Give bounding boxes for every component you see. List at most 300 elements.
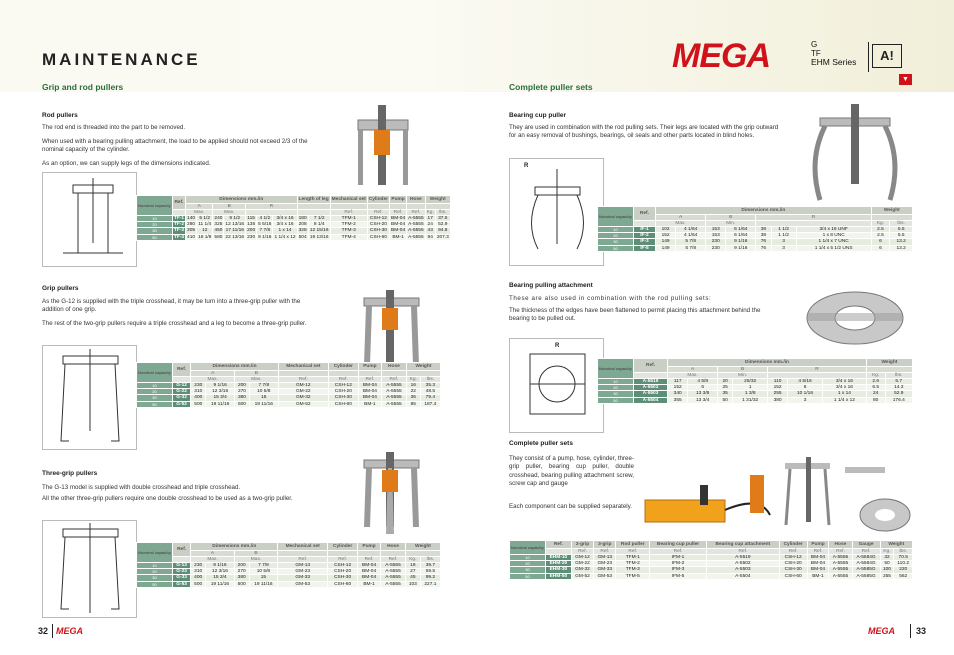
table-cell: A-5555 [381,563,406,569]
three-grip-photo [356,452,426,540]
grip-puller-diagram [42,345,137,450]
table-cell: 30 [137,228,173,234]
table-cell: 35.3 [420,383,440,389]
table-cell: 328 [298,228,307,234]
table-cell: 230 [706,239,726,245]
footer-logo-right: MEGA [868,626,895,636]
table-cell: 200 [234,563,249,569]
table-cell: 200 [247,228,256,234]
table-cell: GM-53 [278,581,328,587]
table-cell: 153 [706,233,726,239]
three-grip-diagram [42,520,137,618]
page-title: MAINTENANCE [42,50,201,69]
table-cell: CSH-60 [779,573,807,579]
table-cell: GM-12 [571,555,593,561]
table-cell: 6 [871,245,890,251]
table-cell: 117 [668,379,688,385]
table-cell: 79.4 [420,395,440,401]
table-cell: 30 [137,575,173,581]
table-cell: A-5555 [381,569,406,575]
table-cell: A-5502 [707,561,780,567]
table-cell: 52.9 [885,391,913,397]
table-cell: IF-2 [633,233,655,239]
three-grip-table: Nominal capacity Ref. Dimensions mm./in Mechanical set Cylinder Pump Hose Weight A B Max. Max. Ref. Ref. Ref. Ref. Kg. lbs. 10 G-13 230 9 1/16 200 7 7/8 GM-13 CSH-12 BM-04 A-5555 18 39.7 20 G-23 310 12 3/16 270 10 5/8 GM-23 CSH-20 BM-04 A-5555 27 59.5 30 G-33 400 15 3/4 380 15 GM-33 CSH-30 BM-04 A-5555 45 99.2 50 G-53 500 19 11/16 500 19 11/16 GM-53 CSH-60 BM-1 A-5555 103 227.1 [136,542,441,588]
table-cell: 110.2 [894,561,913,567]
table-cell: A-5555 [381,401,406,407]
table-cell: BM-04 [807,561,829,567]
table-cell: 280 [187,222,196,228]
table-cell: BM-04 [358,563,381,569]
table-cell: GM-13 [594,555,616,561]
section-grip-rod-pullers: Grip and rod pullers [42,82,124,92]
table-cell: 270 [235,389,250,395]
table-cell: 38 [756,227,771,233]
divider [868,42,869,72]
table-cell: A-5585G [852,567,880,573]
table-cell: 24 [866,391,885,397]
table-cell: 50 [880,561,894,567]
table-cell: 19 11/16 [206,581,235,587]
table-cell: 500 [191,401,206,407]
table-row [137,222,451,228]
table-cell: 70.5 [894,555,913,561]
table-cell: 7 7/8 [249,383,278,389]
table-cell: BM-04 [391,228,406,234]
table-cell: BM-04 [358,395,381,401]
svg-text:R: R [555,343,560,349]
table-cell: GM-22 [278,389,328,395]
bearing-cup-heading: Bearing cup puller [509,112,567,119]
footer-logo-left: MEGA [56,626,83,636]
table-cell: CSH-12 [328,563,358,569]
table-cell: A-5555 [829,555,852,561]
table-cell: TFM-2 [330,222,367,228]
bearing-attachment-photo [800,278,910,348]
table-cell: 94 [425,234,435,240]
table-cell: 500 [191,581,206,587]
table-cell: 19 11/16 [249,581,278,587]
table-cell: GM-53 [594,573,616,579]
table-cell: 85 [406,401,420,407]
table-cell: 135 [247,222,256,228]
attach-p1: These are also used in combination with the rod pulling sets: [509,295,712,302]
table-cell: 22 13/16 [225,234,245,240]
table-cell: A-5555 [829,573,852,579]
footer-divider [52,624,53,638]
table-cell: 227.1 [420,581,440,587]
table-cell: 13 3/4 [688,397,718,403]
table-cell: BM-04 [358,575,381,581]
table-cell: 25/32 [733,379,768,385]
table-cell: A-5504 [707,573,780,579]
table-cell: G-32 [172,395,190,401]
table-cell: 7 7/8 [249,563,278,569]
table-cell: 1 1/4 x 5 1/2 UNS [796,245,871,251]
table-row [598,245,913,251]
table-cell: 9 1/16 [206,563,235,569]
table-cell: 9 1/16 [258,234,272,240]
table-cell: GM-33 [278,575,328,581]
table-cell: 76 [756,239,771,245]
table-row [137,581,441,587]
rod-p3: As an option, we can supply legs of the dimensions indicated. [42,160,211,167]
table-cell: TFM-1 [616,555,650,561]
table-cell: 4 5/16 [788,379,823,385]
table-cell: 340 [668,391,688,397]
table-cell: 30 [510,567,546,573]
table-cell: 12 [197,228,213,234]
table-cell: IFM-1 [650,555,707,561]
capacity-header: Nominal capacity [137,196,173,216]
table-cell: 4 5/8 [688,379,718,385]
table-cell: TF-1 [173,216,185,222]
table-cell: 20 [137,569,173,575]
table-cell: 1 1/2 [771,233,796,239]
table-cell: 180 [298,216,307,222]
table-cell: 5 7/8 [676,239,706,245]
table-cell: IFM-2 [650,561,707,567]
cup-p1: They are used in combination with the rod pulling sets. Their legs are located with the grip outward for an easy removal of bushings, bearings, oil seals and other parts located in blind holes. [509,124,779,140]
table-cell: 13.2 [890,245,913,251]
table-cell: 15 [249,395,278,401]
table-cell: TFM-1 [330,216,367,222]
table-cell: 580 [214,234,223,240]
table-cell: 8 1/4 [308,222,330,228]
table-cell: 1 1/2 [771,227,796,233]
table-cell: 4 1/64 [676,227,706,233]
table-cell: 450 [214,228,223,234]
table-cell: GM-52 [278,401,328,407]
table-cell: 20 [137,389,173,395]
table-row [137,401,441,407]
table-cell: 6 [788,385,823,391]
table-cell: 9 1/16 [726,245,756,251]
table-cell: 16 [406,383,420,389]
table-cell: GM-52 [571,573,593,579]
table-cell: 10 [598,379,634,385]
table-cell: TFM-3 [616,567,650,573]
rod-p1: The rod end is threaded into the part to be removed. [42,124,186,131]
table-cell: 500 [234,581,249,587]
complete-sets-heading: Complete puller sets [509,440,573,447]
table-cell: A-5555 [381,581,406,587]
bearing-attachment-table: Nominal capacity Ref. Dimensions mm./in Weight A B R Max. Min. Kg. lbs. 10 A-5519 117 4 5/8 20 25/32 110 4 5/16 3/4 x 16 2.6 5.7 20 A-5502 152 6 25 1 152 6 3/4 x 16 6.5 14.3 30 A-5503 340 13 3/8 35 1 3/8 255 10 1/16 1 x 14 24 52.9 50 A-5504 355 13 3/4 50 1 31/32 380 3 1 1/4 x 12 80 176.4 [597,358,913,404]
table-cell: EHM-10 [545,555,571,561]
table-cell: 2.6 [866,379,885,385]
table-cell: A-5555 [381,575,406,581]
table-cell: 14.3 [885,385,913,391]
table-cell: 24 [425,222,435,228]
three-grip-heading: Three-grip pullers [42,470,98,477]
table-cell: CSH-20 [328,569,358,575]
table-cell: 1 [733,385,768,391]
table-cell: GM-23 [278,569,328,575]
table-cell: 380 [768,397,788,403]
ai-icon: A! [872,44,902,68]
table-cell: 103 [405,581,420,587]
table-cell: G-33 [172,575,190,581]
table-cell: 4 1/2 [257,216,273,222]
table-cell: 52.9 [435,222,450,228]
table-cell: TF-4 [173,234,185,240]
table-cell: CSH-20 [779,561,807,567]
table-cell: 149 [656,245,676,251]
table-cell: IF-1 [633,227,655,233]
table-cell: 208 [298,222,307,228]
table-cell: 153 [706,227,726,233]
table-cell: 12 13/16 [225,222,245,228]
table-cell: A-5519 [633,379,667,385]
table-cell: 152 [768,385,788,391]
table-cell: 3/4 x 16 [273,216,297,222]
table-cell: G-23 [172,569,190,575]
table-cell: 12 3/16 [206,389,235,395]
table-cell: 17 11/16 [225,228,244,234]
table-cell: 20 [510,561,546,567]
table-cell: 400 [191,575,206,581]
table-cell: GM-22 [571,561,593,567]
grip-p2: The rest of the two-grip pullers require a triple crosshead and a leg to become a three-grip puller. [42,320,307,327]
grip-pullers-table: Nominal capacity Ref. Dimensions mm./in Mechanical set Cylinder Pump Hose Weight A B Max. Max. Ref. Ref. Ref. Ref. Kg. lbs. 10 G-12 230 9 1/16 200 7 7/8 GM-12 CSH-12 BM-04 A-5555 16 35.3 20 G-22 310 12 3/16 270 10 5/8 GM-22 CSH-20 BM-04 A-5555 22 48.5 30 G-32 400 15 3/4 380 15 GM-32 CSH-30 BM-04 A-5555 36 79.4 50 G-52 500 19 11/16 500 19 11/16 GM-52 CSH-60 BM-1 A-5555 85 187.4 [136,362,441,408]
table-cell: 5.5 [890,233,913,239]
table-cell: BM-04 [391,216,406,222]
table-cell: 2.5 [871,227,890,233]
table-cell: 207.3 [436,234,449,240]
table-cell: GM-33 [594,567,616,573]
table-cell: 11 1/4 [198,222,212,228]
table-cell: 230 [247,234,256,240]
table-cell: 12 3/16 [206,569,235,575]
table-cell: 10 5/8 [249,389,278,395]
table-cell: 1 x 14 [273,228,297,234]
table-cell: A-5555 [408,222,424,228]
table-cell: 16 1/8 [198,234,212,240]
table-cell: 10 1/16 [788,391,823,397]
complete-set-photo [640,455,915,537]
rod-pullers-heading: Rod pullers [42,112,78,119]
table-cell: 50 [718,397,733,403]
table-cell: A-5555 [408,228,424,234]
table-cell: IF-3 [633,239,655,245]
table-cell: 152 [656,233,676,239]
table-cell: 410 [187,234,196,240]
table-cell: 20 [718,379,733,385]
table-cell: 9 1/16 [206,383,235,389]
table-cell: 115 [247,216,255,222]
table-cell: 10 [137,216,173,222]
table-cell: 1 1/4 x 12 [822,397,866,403]
table-cell: G-52 [172,401,190,407]
table-cell: GM-23 [594,561,616,567]
table-cell: 500 [235,401,250,407]
table-cell: 2.5 [871,233,890,239]
table-cell: 59.5 [420,569,440,575]
table-cell: 1 x 14 [822,391,866,397]
table-cell: 187.4 [420,401,440,407]
table-cell: 22 [406,389,420,395]
table-cell: BM-04 [358,389,381,395]
table-cell: 20 [598,385,634,391]
svg-text:R: R [524,163,529,169]
table-cell: 5.5 [890,227,913,233]
table-cell: A-5555 [381,389,406,395]
table-cell: 13 3/8 [688,391,718,397]
table-cell: 255 [880,573,894,579]
table-cell: 38 [756,233,771,239]
table-cell: 20 [137,222,173,228]
table-cell: CSH-12 [328,383,358,389]
table-cell: IFM-3 [650,567,707,573]
table-cell: 325 [214,222,223,228]
table-cell: 15 3/4 [206,575,235,581]
table-cell: TF-3 [173,228,185,234]
table-cell: 10 [137,383,173,389]
table-cell: 3/4 x 16 [822,379,866,385]
table-cell: EHM-30 [545,567,571,573]
table-cell: TFM-5 [616,573,650,579]
rod-pullers-table: Nominal capacity Ref. Dimensions mm./in Length of leg Mechanical set Cylinder Pump Hose Weight A B R Max. Max. Ref. Ref. Ref. Ref. Kg. lbs. 10 TF-1 140 5 1/2 240 9 1/2 115 4 1/2 3/4 x 16 180 7 1/2 TFM-1 CSH-12 BM-04 A-5555 17 37.5 20 TF-2 280 11 1/4 325 12 13/16 135 5 5/16 3/4 x 16 208 8 1/4 TFM-2 CSH-20 BM-04 A-5555 24 52.9 30 TF-3 305 12 450 17 11/16 200 7 7/8 1 x 14 328 12 15/16 TFM-3 CSH-30 BM-04 A-5555 43 94.8 50 TF-4 410 16 1/8 580 22 13/16 230 9 1/16 1 1/4 x 12 504 19 13/16 TFM-4 CSH-60 BM-1 A-5555 94 207.3 [138,197,449,240]
bearing-attachment-diagram [509,338,604,433]
table-cell: CSH-30 [328,395,358,401]
table-cell: BM-04 [807,555,829,561]
table-cell: A-5555 [408,216,424,222]
three-p2: All the other three-grip pullers require one double crosshead to be used as a two-grip puller. [42,495,293,502]
table-cell: 1 x 8 UNC [796,233,871,239]
table-cell: 10 [598,227,634,233]
table-cell: 94.8 [435,228,450,234]
table-cell: 152 [668,385,688,391]
table-cell: 80 [866,397,885,403]
table-cell: BM-1 [390,234,407,240]
table-cell: 30 [598,239,634,245]
table-cell: 6 1/64 [726,233,756,239]
table-cell: 7 7/8 [257,228,273,234]
table-cell: 50 [137,234,173,240]
table-cell: 220 [894,567,913,573]
table-cell: 200 [235,383,250,389]
table-cell: GM-13 [278,563,328,569]
table-cell: BM-1 [807,573,829,579]
table-cell: 19 13/16 [309,234,329,240]
table-cell: 504 [298,234,307,240]
table-cell: 255 [768,391,788,397]
table-cell: 4 1/64 [676,233,706,239]
table-cell: 32 [880,555,894,561]
table-cell: A-5584G [852,555,880,561]
table-cell: 15 3/4 [206,395,235,401]
table-cell: 9 1/16 [726,239,756,245]
table-cell: 35 [718,391,733,397]
mega-logo: MEGA [672,37,770,75]
table-cell: 176.4 [885,397,913,403]
table-cell: GM-32 [278,395,328,401]
table-row [510,573,913,579]
table-cell: CSH-60 [328,401,358,407]
table-cell: 1 31/32 [733,397,768,403]
table-cell: 3/4 x 16 [273,222,297,228]
table-cell: BM-1 [358,581,381,587]
table-cell: G-22 [172,389,190,395]
table-cell: 13.2 [890,239,913,245]
table-cell: 310 [191,389,206,395]
table-cell: GM-32 [571,567,593,573]
table-cell: 18 [405,563,420,569]
table-cell: BM-04 [391,222,406,228]
table-cell: 76 [756,245,771,251]
sets-p2: Each component can be supplied separately. [509,503,633,510]
table-cell: 3 [771,239,796,245]
table-cell: A-5584G [852,561,880,567]
table-cell: 19 11/16 [249,401,278,407]
table-cell: 3/4 x 16 [822,385,866,391]
complete-sets-table: Nominal capacity Ref. 2-grip 3-grip Rod puller Bearing cup puller Bearing cup attachment Cylinder Pump Hose Gauge Weight Ref. Ref. Ref. Ref. Ref. Ref. Ref. Ref. Ref. Kg. lbs. 10 EHM-10 GM-12 GM-13 TFM-1 IFM-1 A-5519 CSH-12 BM-04 A-5555 A-5584G 32 70.5 20 EHM-20 GM-22 GM-23 TFM-2 IFM-2 A-5502 CSH-20 BM-04 A-5555 A-5584G 50 110.2 30 EHM-30 GM-32 GM-33 TFM-3 IFM-3 A-5503 CSH-30 BM-04 A-5555 A-5585G 100 220 50 EHM-50 GM-52 GM-53 TFM-5 IFM-5 A-5504 CSH-60 BM-1 A-5555 A-5585G 255 562 [509,540,913,580]
table-cell: 562 [894,573,913,579]
table-cell: A-5585G [852,573,880,579]
table-cell: A-5503 [633,391,667,397]
table-cell: A-5555 [829,567,852,573]
series-label: G TF EHM Series [811,40,857,67]
table-cell: 6.5 [866,385,885,391]
footer-divider [910,624,911,638]
table-cell: 230 [191,383,206,389]
table-cell: CSH-60 [367,234,389,240]
table-cell: 100 [880,567,894,573]
table-cell: 27 [405,569,420,575]
table-cell: 400 [191,395,206,401]
three-p1: The G-13 model is supplied with double crosshead and triple crosshead. [42,484,241,491]
table-cell: CSH-60 [328,581,358,587]
rod-puller-diagram [42,172,137,267]
table-cell: CSH-30 [367,228,389,234]
table-cell: 50 [137,581,173,587]
table-cell: A-5502 [633,385,667,391]
attach-p2: The thickness of the edges have been flattened to permit placing this attachment behind the bearing to be pulled out. [509,307,761,323]
table-cell: 5 1/2 [197,216,213,222]
table-cell: GM-12 [278,383,328,389]
table-cell: A-5555 [408,234,424,240]
table-row [137,216,451,222]
table-cell: A-5504 [633,397,667,403]
table-cell: 99.2 [420,575,440,581]
table-cell: 30 [598,391,634,397]
down-triangle-icon[interactable]: ▼ [899,74,912,85]
table-cell: 3 [788,397,823,403]
table-cell: G-13 [172,563,190,569]
table-cell: TF-2 [173,222,185,228]
table-cell: A-5503 [707,567,780,573]
table-cell: 240 [214,216,223,222]
table-cell: 110 [768,379,788,385]
table-cell: A-5555 [381,395,406,401]
table-cell: 102 [656,227,676,233]
table-cell: CSH-20 [328,389,358,395]
table-cell: 270 [234,569,249,575]
table-cell: 10 [137,563,173,569]
table-cell: 10 [510,555,546,561]
table-cell: 37.5 [435,216,450,222]
table-cell: TFM-3 [330,228,367,234]
table-row [137,234,451,240]
table-cell: 6 [688,385,718,391]
table-cell: CSH-12 [779,555,807,561]
table-cell: 19 11/16 [206,401,235,407]
table-cell: 48.5 [420,389,440,395]
table-cell: A-5519 [707,555,780,561]
table-cell: 50 [598,245,634,251]
grip-pullers-heading: Grip pullers [42,285,79,292]
table-cell: 39.7 [420,563,440,569]
section-complete-puller-sets: Complete puller sets [509,82,593,92]
